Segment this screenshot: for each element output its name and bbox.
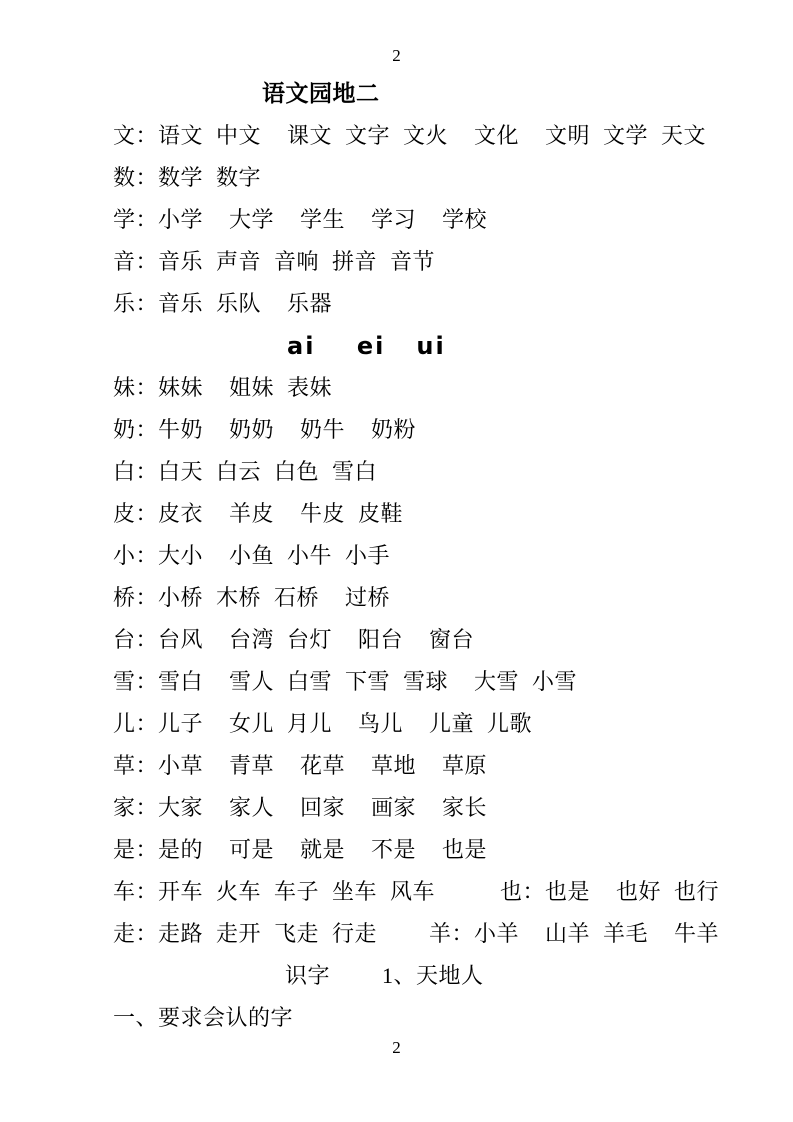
document-body: [113, 73, 753, 1039]
vocab-entry-line: 儿：儿子 女儿 月儿 鸟儿 儿童 儿歌: [113, 711, 533, 736]
vocab-entry-line: 家：大家 家人 回家 画家 家长: [113, 795, 488, 820]
vocab-entry-line: 文：语文 中文 课文 文字 文火 文化 文明 文学 天文: [113, 123, 707, 148]
vocab-entry-line: 小：大小 小鱼 小牛 小手: [113, 543, 391, 568]
page-number-bottom: 2: [392, 1038, 401, 1057]
vocab-entry-line: 台：台风 台湾 台灯 阳台 窗台: [113, 627, 475, 652]
vocab-entry-line: 是：是的 可是 就是 不是 也是: [113, 837, 488, 862]
lesson-heading: 识字 1、天地人: [285, 963, 484, 988]
vocab-entry-line: 乐：音乐 乐队 乐器: [113, 291, 333, 316]
vocab-entry-line: 学：小学 大学 学生 学习 学校: [113, 207, 488, 232]
vocab-entry-line: 走：走路 走开 飞走 行走 羊：小羊 山羊 羊毛 牛羊: [113, 921, 720, 946]
vocab-entry-line: 白：白天 白云 白色 雪白: [113, 459, 378, 484]
page-number-top: 2: [392, 46, 401, 65]
vocab-entry-line: 雪：雪白 雪人 白雪 下雪 雪球 大雪 小雪: [113, 669, 578, 694]
vocab-entry-line: 草：小草 青草 花草 草地 草原: [113, 753, 488, 778]
vocab-entry-line: 奶：牛奶 奶奶 奶牛 奶粉: [113, 417, 417, 442]
vocab-entry-line: 皮：皮衣 羊皮 牛皮 皮鞋: [113, 501, 404, 526]
pinyin-syllables-heading: ai ei ui: [287, 332, 446, 360]
vocab-entry-line: 音：音乐 声音 音响 拼音 音节: [113, 249, 436, 274]
vocab-entry-line: 数：数学 数字: [113, 165, 262, 190]
section-subheading: 一、要求会认的字: [113, 1005, 294, 1030]
vocab-entry-line: 妹：妹妹 姐妹 表妹: [113, 375, 333, 400]
document-title: 语文园地二: [262, 81, 380, 106]
vocab-entry-line: 车：开车 火车 车子 坐车 风车 也：也是 也好 也行: [113, 879, 720, 904]
vocab-entry-line: 桥：小桥 木桥 石桥 过桥: [113, 585, 391, 610]
